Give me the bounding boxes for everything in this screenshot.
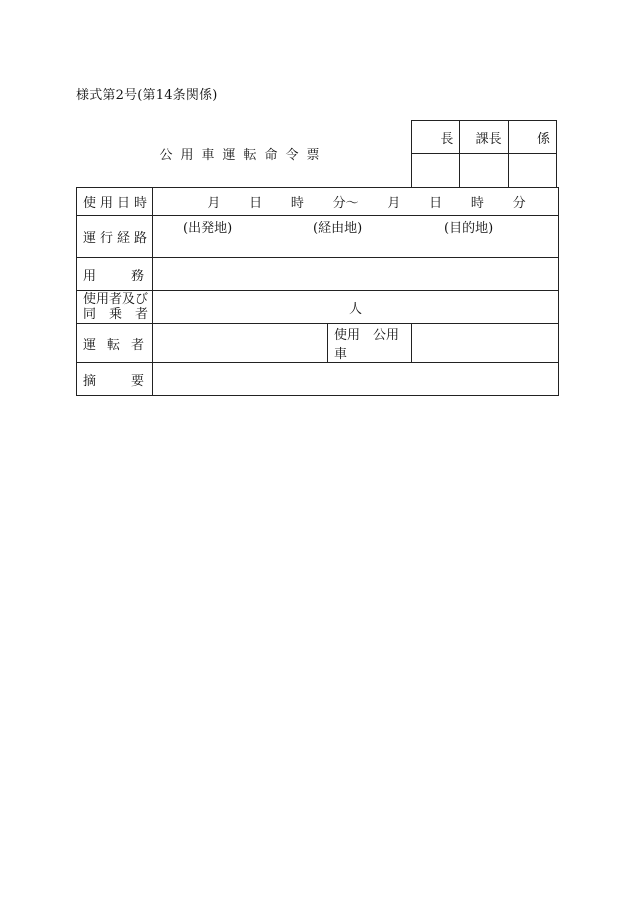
dt-start-hour: 時: [290, 196, 304, 211]
field-users[interactable]: [153, 291, 559, 324]
row-route: [77, 216, 559, 258]
form-title: 公用車運転命令票: [159, 148, 328, 163]
row-driver: [77, 324, 559, 363]
order-form-table: [76, 187, 559, 396]
label-usage-datetime: 使用日時: [77, 188, 153, 216]
label-vehicle: 使用 公用車: [328, 324, 412, 363]
dt-start-month: 月: [207, 196, 221, 211]
label-users-line1: 使用者及び: [83, 292, 149, 307]
label-users: [77, 291, 153, 324]
label-users-line2: 同 乗 者: [83, 307, 149, 322]
form-reference: 様式第2号(第14条関係): [76, 88, 218, 103]
field-vehicle[interactable]: [412, 324, 559, 363]
label-purpose: [77, 258, 153, 291]
row-notes: [77, 363, 559, 396]
approval-seal-staff[interactable]: [508, 154, 556, 188]
label-driver-char-3: 者: [130, 337, 144, 353]
route-via-label: (経由地): [313, 221, 363, 236]
label-notes: [77, 363, 153, 396]
dt-end-minute: 分: [512, 196, 526, 211]
dt-start-day: 日: [249, 196, 263, 211]
approval-header-section-chief: 課長: [460, 121, 508, 154]
label-driver: [77, 324, 153, 363]
approval-seal-section-chief[interactable]: [460, 154, 508, 188]
route-origin-label: (出発地): [183, 221, 233, 236]
users-count-unit: 人: [349, 301, 363, 317]
dt-end-month: 月: [387, 196, 401, 211]
field-usage-datetime[interactable]: [153, 188, 559, 216]
dt-end-hour: 時: [470, 196, 484, 211]
label-notes-char-1: 摘: [83, 373, 97, 389]
label-route: 運行経路: [77, 216, 153, 258]
approval-stamp-table: [411, 120, 557, 188]
dt-end-day: 日: [429, 196, 443, 211]
field-notes[interactable]: [153, 363, 559, 396]
approval-header-chief: 長: [412, 121, 460, 154]
row-usage-datetime: [77, 188, 559, 216]
approval-header-staff: 係: [508, 121, 556, 154]
label-driver-char-2: 転: [106, 337, 120, 353]
approval-seal-chief[interactable]: [412, 154, 460, 188]
label-notes-char-2: 要: [130, 373, 144, 389]
field-route[interactable]: [153, 216, 559, 258]
row-users: [77, 291, 559, 324]
field-driver[interactable]: [153, 324, 328, 363]
label-purpose-char-2: 務: [130, 268, 144, 284]
dt-start-minute: 分〜: [332, 196, 359, 211]
field-purpose[interactable]: [153, 258, 559, 291]
label-purpose-char-1: 用: [83, 268, 97, 284]
row-purpose: [77, 258, 559, 291]
route-destination-label: (目的地): [444, 221, 494, 236]
label-driver-char-1: 運: [83, 337, 97, 353]
